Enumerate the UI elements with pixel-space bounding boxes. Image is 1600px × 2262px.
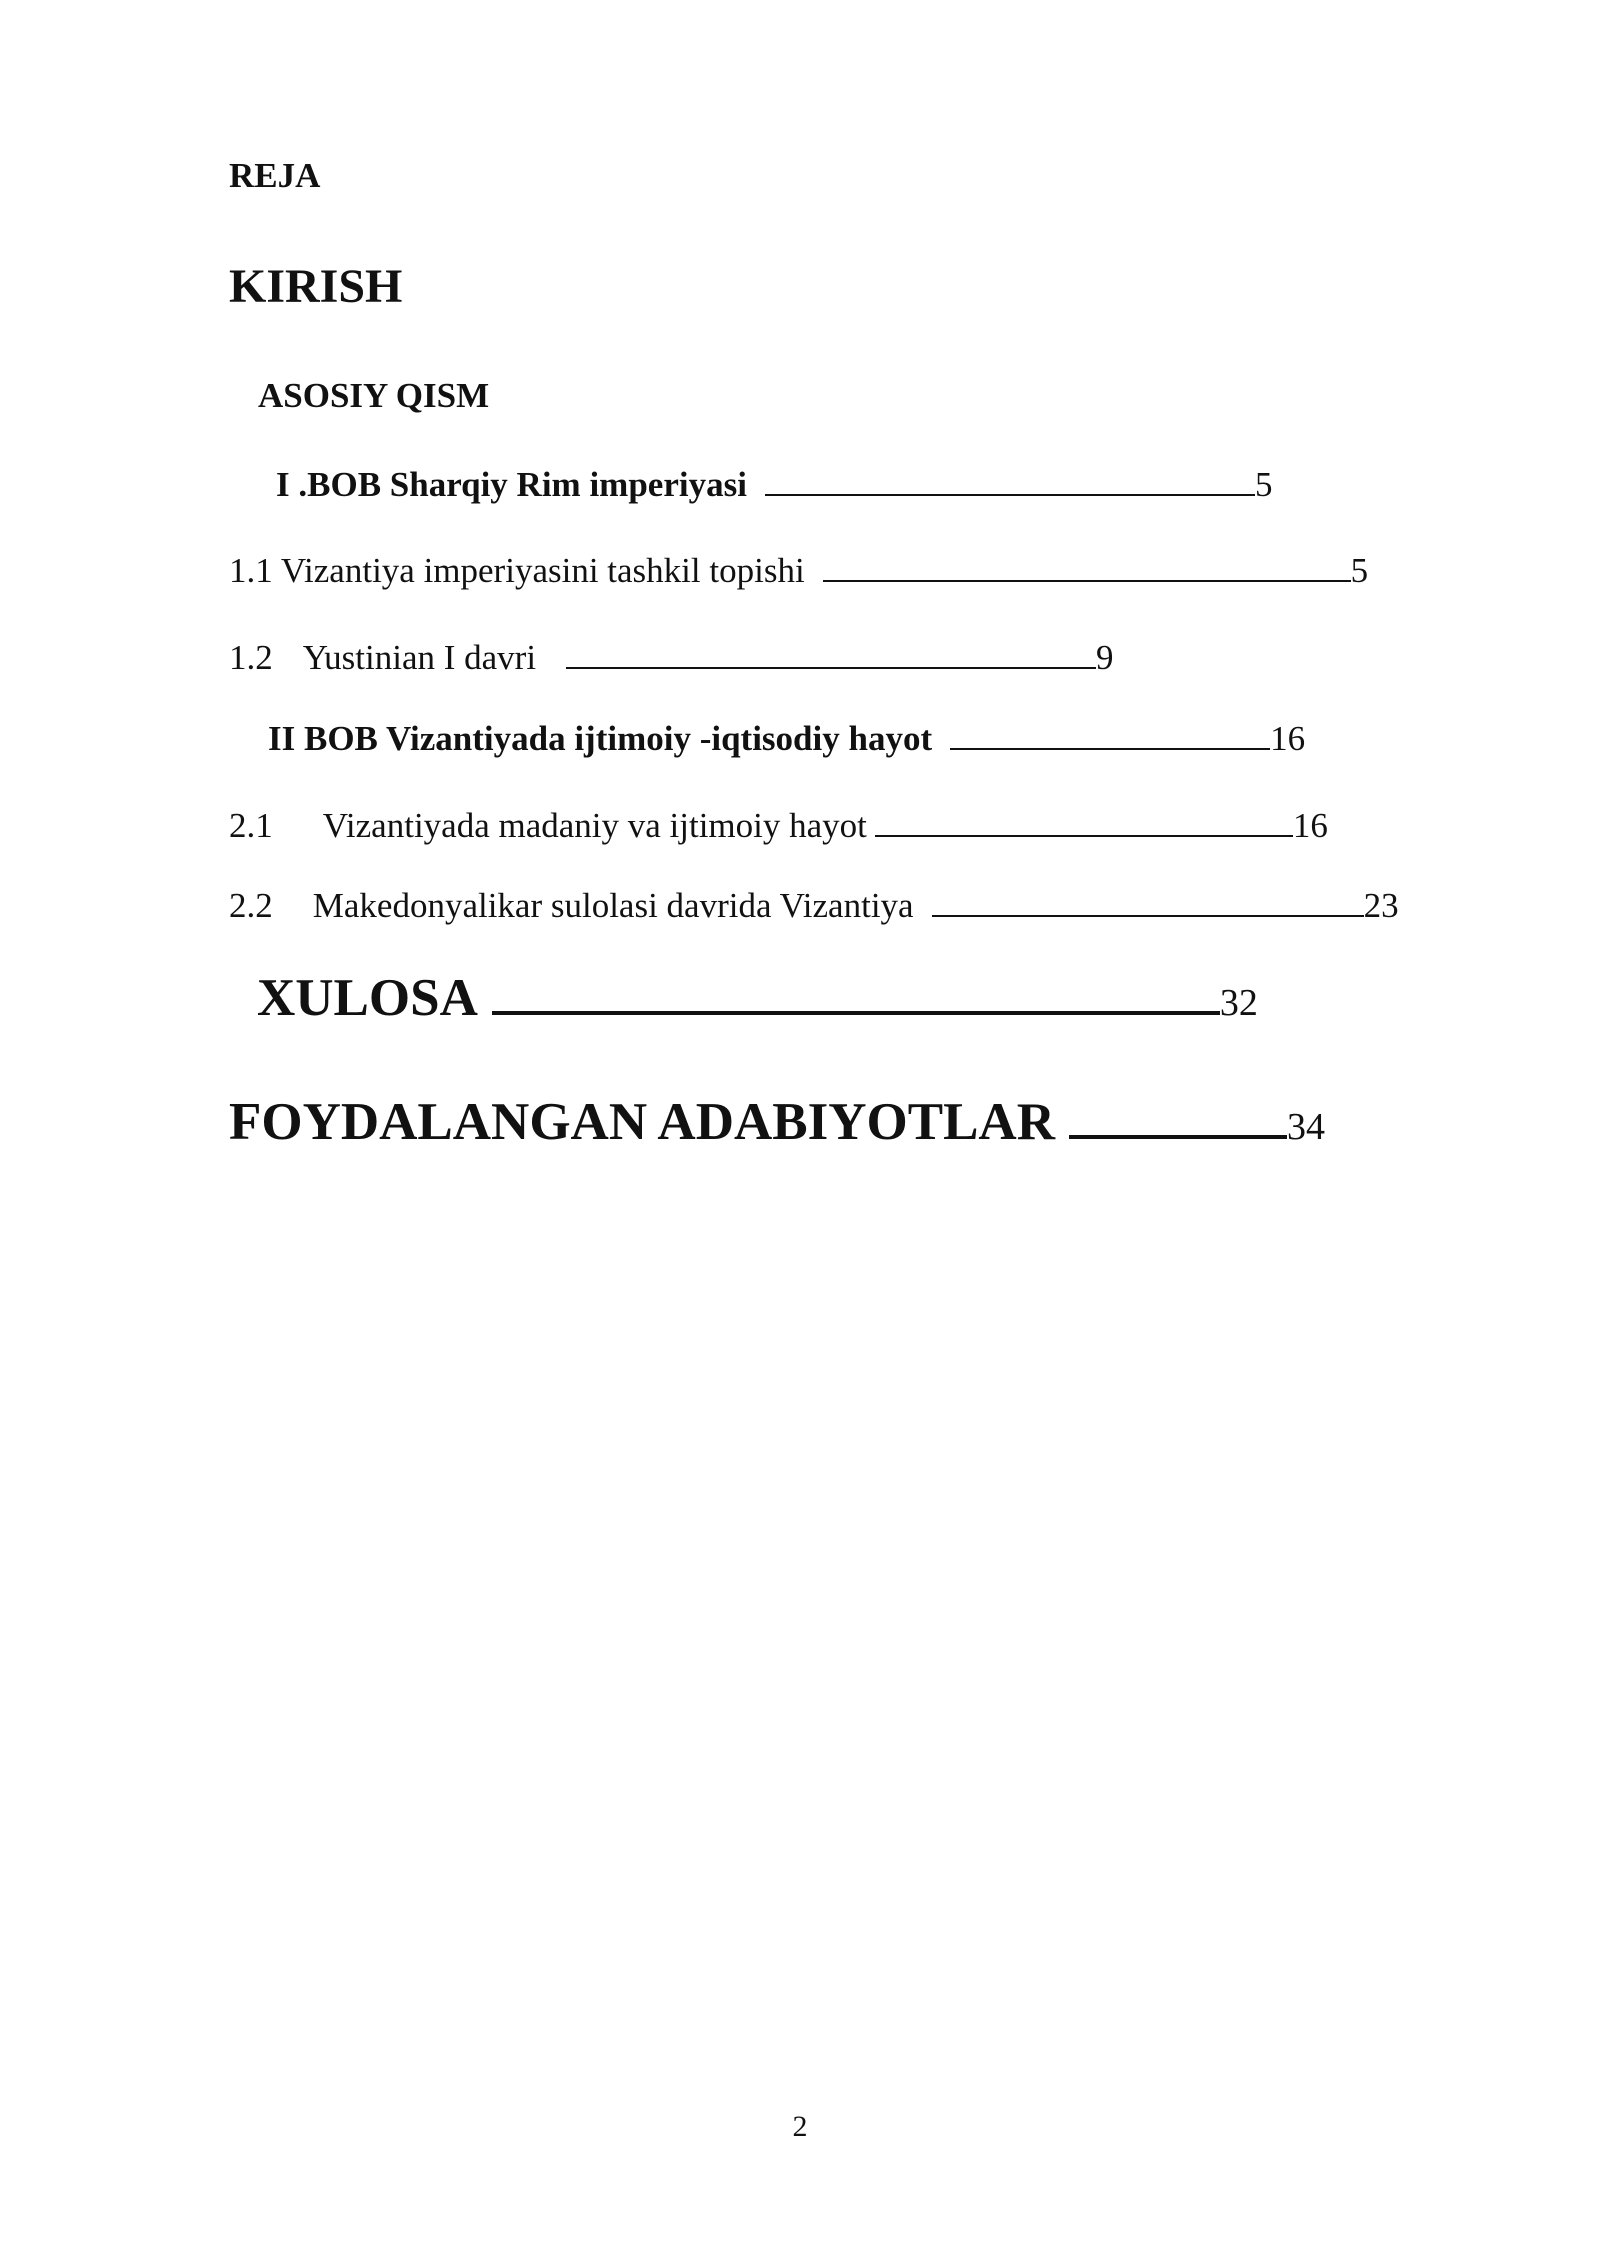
toc-leader-line	[1069, 1134, 1287, 1139]
toc-entry-page: 5	[1254, 465, 1273, 504]
toc-entry-label: Makedonyalikar sulolasi davrida Vizantiya	[312, 886, 914, 925]
toc-entry-2-2	[229, 888, 1399, 923]
toc-entry-number: 2.2	[229, 886, 273, 925]
main-part-heading: ASOSIY QISM	[258, 376, 490, 415]
conclusion-page: 32	[1219, 982, 1258, 1024]
toc-leader-line	[823, 579, 1351, 582]
toc-entry-1-1	[229, 553, 1368, 588]
toc-entry-chapter-1	[276, 467, 1272, 502]
toc-entry-page: 16	[1270, 719, 1306, 758]
toc-entry-label: Yustinian I davri	[302, 638, 537, 677]
toc-entry-page: 23	[1363, 886, 1399, 925]
toc-entry-label: II BOB Vizantiyada ijtimoiy -iqtisodiy hayot	[268, 719, 933, 758]
toc-leader-line	[492, 1010, 1220, 1015]
toc-entry-references	[229, 1093, 1325, 1151]
toc-entry-1-2	[229, 640, 1114, 675]
toc-entry-label: Vizantiyada madaniy va ijtimoiy hayot	[322, 806, 867, 845]
toc-leader-line	[875, 834, 1293, 837]
toc-entry-conclusion	[257, 969, 1258, 1027]
toc-entry-number: 1.2	[229, 638, 273, 677]
toc-entry-chapter-2	[268, 721, 1305, 756]
toc-entry-label: Vizantiya imperiyasini tashkil topishi	[280, 551, 805, 590]
conclusion-label: XULOSA	[257, 969, 478, 1027]
toc-entry-2-1	[229, 808, 1328, 843]
toc-leader-line	[950, 747, 1270, 750]
toc-leader-line	[566, 666, 1096, 669]
page-number: 2	[792, 2110, 808, 2143]
toc-entry-number: 1.1	[229, 551, 273, 590]
toc-entry-page: 5	[1350, 551, 1369, 590]
toc-leader-line	[765, 493, 1255, 496]
references-page: 34	[1286, 1106, 1325, 1148]
toc-entry-label: I .BOB Sharqiy Rim imperiyasi	[276, 465, 747, 504]
toc-leader-line	[932, 914, 1364, 917]
toc-entry-page: 16	[1292, 806, 1328, 845]
intro-heading: KIRISH	[229, 260, 403, 313]
toc-entry-page: 9	[1096, 638, 1114, 677]
toc-entry-number: 2.1	[229, 806, 273, 845]
plan-heading: REJA	[229, 156, 321, 195]
references-label: FOYDALANGAN ADABIYOTLAR	[229, 1093, 1055, 1151]
